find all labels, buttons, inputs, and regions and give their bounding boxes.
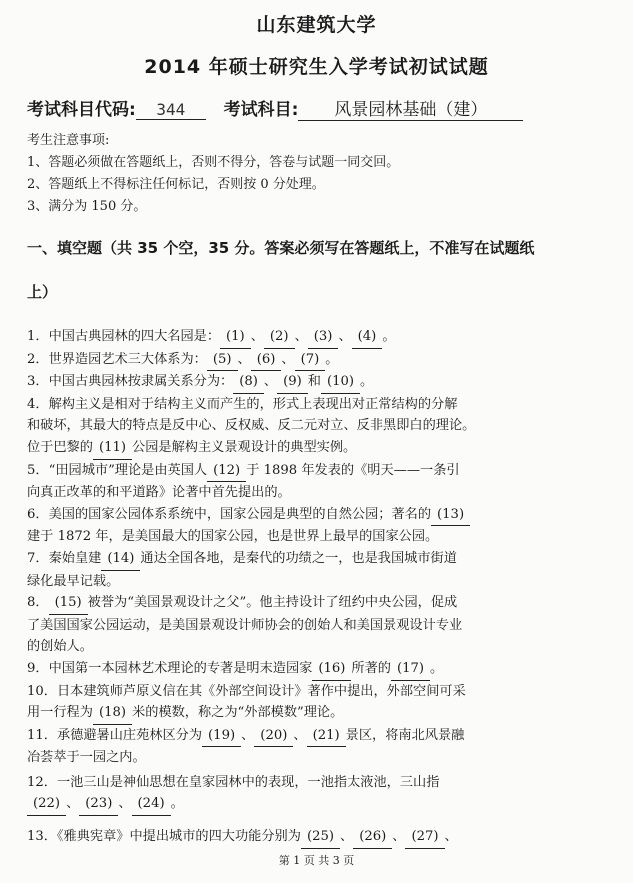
- university-title: 山东建筑大学: [256, 14, 377, 36]
- question-8-cont: 了美国国家公园运动，是美国景观设计师协会的创始人和美国景观设计专业: [27, 617, 463, 633]
- notes-title: 考生注意事项:: [27, 133, 110, 148]
- question-4-cont: 位于巴黎的 (11) 公园是解构主义景观设计的典型实例。: [27, 437, 617, 460]
- blank: (4): [352, 326, 383, 349]
- question-9: 9．中国第一本园林艺术理论的专著是明末造园家 (16) 所著的 (17) 。: [27, 658, 617, 681]
- blank: (18): [93, 702, 132, 725]
- blank: (16): [312, 658, 351, 681]
- blank: (21): [307, 725, 346, 748]
- blank: (24): [132, 793, 171, 816]
- blank: (17): [391, 658, 430, 681]
- question-1: 1．中国古典园林的四大名园是： (1) 、 (2) 、 (3) 、 (4) 。: [27, 326, 617, 349]
- page-number: 第 1 页 共 3 页: [278, 854, 355, 867]
- question-11: 11．承德避暑山庄苑林区分为 (19) 、 (20) 、 (21) 景区，将南北风景融: [27, 725, 617, 748]
- blank: (11): [93, 437, 132, 460]
- question-2: 2．世界造园艺术三大体系为： (5) 、 (6) 、 (7) 。: [27, 349, 617, 372]
- subject-name-value: 风景园林基础（建）: [298, 95, 523, 121]
- blank: (1): [220, 326, 251, 349]
- blank: (2): [264, 326, 295, 349]
- question-7: 7．秦始皇建 (14) 通达全国各地，是秦代的功绩之一，也是我国城市街道: [27, 548, 617, 571]
- section-heading: 一、填空题（共 35 个空，35 分。答案必须写在答题纸上，不准写在试题纸: [27, 239, 535, 257]
- blank: (12): [207, 460, 246, 483]
- blank: (23): [79, 793, 118, 816]
- blank: (27): [405, 826, 444, 849]
- question-list: [27, 326, 617, 849]
- blank: (22): [27, 793, 66, 816]
- note-item: 3、满分为 150 分。: [27, 199, 147, 214]
- question-12-cont: (22) 、 (23) 、 (24) 。: [27, 793, 617, 816]
- note-item: 1、答题必须做在答题纸上，否则不得分，答卷与试题一同交回。: [27, 155, 400, 170]
- blank: (19): [202, 725, 241, 748]
- question-5-cont: 向真正改革的和平道路》论著中首先提出的。: [27, 485, 291, 501]
- subject-line: [27, 95, 523, 121]
- question-4: 4．解构主义是相对于结构主义而产生的，形式上表现出对正常结构的分解: [27, 396, 458, 412]
- question-10: 10．日本建筑师芦原义信在其《外部空间设计》著作中提出，外部空间可采: [27, 683, 466, 699]
- section-heading-cont: 上）: [27, 283, 58, 301]
- exam-title: 2014 年硕士研究生入学考试初试试题: [144, 56, 489, 78]
- blank: (26): [353, 826, 392, 849]
- subject-name-label: 考试科目:: [223, 100, 299, 120]
- question-3: 3．中国古典园林按隶属关系分为： (8) 、 (9) 和 (10) 。: [27, 371, 617, 394]
- blank: (8): [233, 371, 264, 394]
- blank: (10): [321, 371, 360, 394]
- question-4-cont: 和破坏，其最大的特点是反中心、反权威、反二元对立、反非黑即白的理论。: [27, 418, 476, 434]
- question-7-cont: 绿化最早记载。: [27, 573, 120, 589]
- blank: (14): [101, 548, 140, 571]
- exam-notes: [27, 130, 399, 218]
- question-6: 6．美国的国家公园体系系统中，国家公园是典型的自然公园；著名的 (13): [27, 504, 617, 527]
- question-5: 5．“田园城市”理论是由英国人 (12) 于 1898 年发表的《明天——一条引: [27, 460, 617, 483]
- question-13: 13．《雅典宪章》中提出城市的四大功能分别为 (25) 、 (26) 、 (27) 、: [27, 826, 617, 849]
- blank: (20): [254, 725, 293, 748]
- note-item: 2、答题纸上不得标注任何标记，否则按 0 分处理。: [27, 177, 325, 192]
- blank: (5): [207, 349, 238, 372]
- blank: (25): [301, 826, 340, 849]
- question-6-cont: 建于 1872 年，是美国最大的国家公园，也是世界上最早的国家公园。: [27, 529, 439, 545]
- subject-code-label: 考试科目代码:: [27, 100, 136, 120]
- question-12: 12．一池三山是神仙思想在皇家园林中的表现，一池指太液池，三山指: [27, 774, 440, 790]
- question-11-cont: 冶荟萃于一园之内。: [27, 750, 146, 766]
- blank: (7): [295, 349, 326, 372]
- blank: (15): [49, 592, 88, 615]
- blank: (3): [308, 326, 339, 349]
- blank: (13): [431, 504, 470, 527]
- blank: (9): [277, 371, 308, 394]
- blank: (6): [251, 349, 282, 372]
- question-10-cont: 用一行程为 (18) 米的模数，称之为“外部模数”理论。: [27, 702, 617, 725]
- question-8: 8． (15) 被誉为“美国景观设计之父”。他主持设计了纽约中央公园，促成: [27, 592, 617, 615]
- subject-code-value: 344: [136, 100, 206, 120]
- question-8-cont: 的创始人。: [27, 639, 93, 655]
